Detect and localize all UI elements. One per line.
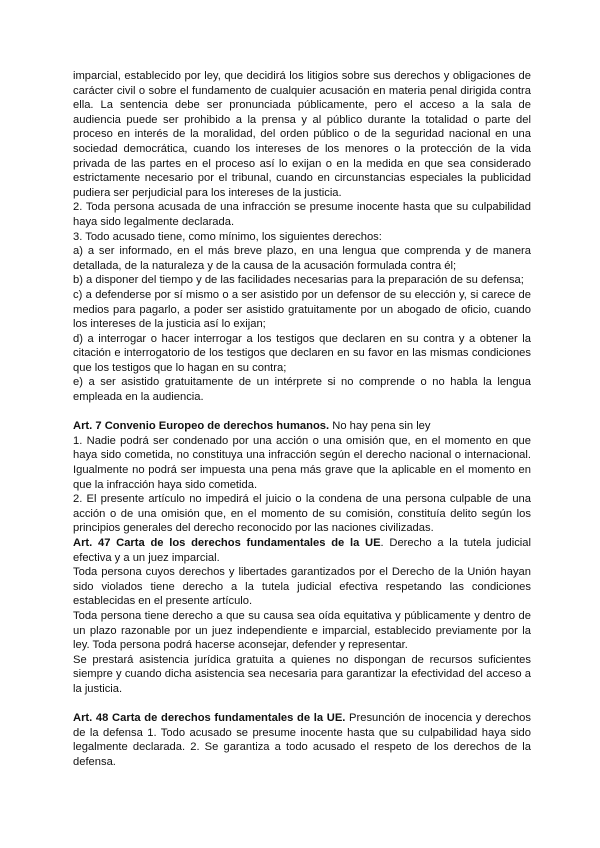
- article-48-paragraph: [73, 711, 531, 769]
- article-7-subtitle: No hay pena sin ley: [329, 420, 431, 433]
- article-47-paragraph-2: Toda persona tiene derecho a que su causa sea oída equitativa y públicamente y dentro de un plazo razonable por un juez independiente e imparcial, establecido previamente por la ley. Toda persona podrá hacerse aconsejar, defender y representar.: [73, 609, 531, 652]
- article-47-subtitle: . Derecho a la tutela judicial efectiva y a un juez imparcial.: [73, 537, 531, 564]
- article-7: [73, 419, 531, 536]
- paragraph-fair-trial: imparcial, establecido por ley, que decidirá los litigios sobre sus derechos y obligaciones de carácter civil o sobre el fundamento de cualquier acusación en materia penal dirigida contra ella. La sentencia debe ser pronunciada públicamente, pero el acceso a la sala de audiencia puede ser prohibido a la prensa y al público durante la totalidad o parte del proceso en interés de la moralidad, del orden público o de la seguridad nacional en una sociedad democrática, cuando los intereses de los menores o la protección de la vida privada de las partes en el proceso así lo exijan o en la medida en que sea considerado estrictamente necesario por el tribunal, cuando en circunstancias especiales la publicidad pudiera ser perjudicial para los intereses de la justicia.: [73, 70, 531, 199]
- article-47-heading: Art. 47 Carta de los derechos fundamentales de la UE: [73, 537, 381, 549]
- article-48-body: Presunción de inocencia y derechos de la defensa 1. Todo acusado se presume inocente hasta que su culpabilidad haya sido legalmente declarada. 2. Se garantiza a todo acusado el respeto de los derechos de la defensa.: [73, 712, 531, 768]
- list-item-b: b) a disponer del tiempo y de las facilidades necesarias para la preparación de su defensa;: [73, 274, 524, 287]
- list-item-a: a) a ser informado, en el más breve plazo, en una lengua que comprenda y de manera detallada, de la naturaleza y de la causa de la acusación formulada contra él;: [73, 245, 531, 272]
- paragraph-presumption: 2. Toda persona acusada de una infracción se presume inocente hasta que su culpabilidad haya sido legalmente declarada.: [73, 201, 531, 228]
- spacer: [73, 697, 531, 712]
- article-47: [73, 536, 531, 697]
- article-47-paragraph-1: Toda persona cuyos derechos y libertades garantizados por el Derecho de la Unión hayan sido violados tiene derecho a la tutela judicial efectiva respetando las condiciones establecidas en el presente artículo.: [73, 566, 531, 608]
- article-7-paragraph-1: 1. Nadie podrá ser condenado por una acción o una omisión que, en el momento en que haya sido cometida, no constituya una infracción según el derecho nacional o internacional. Igualmente no podrá ser impuesta una pena más grave que la aplicable en el momento en que la infracción haya sido cometida.: [73, 434, 531, 491]
- list-item-c: c) a defenderse por sí mismo o a ser asistido por un defensor de su elección y, si carece de medios para pagarlo, a poder ser asistido gratuitamente por un abogado de oficio, cuando los intereses de la justicia así lo exijan;: [73, 288, 531, 331]
- list-item-d: d) a interrogar o hacer interrogar a los testigos que declaren en su contra y a obtener la citación e interrogatorio de los testigos que declaren en su favor en las mismas condiciones que los testigos que lo hagan en su contra;: [73, 332, 531, 374]
- article-47-paragraph-3: Se prestará asistencia jurídica gratuita a quienes no dispongan de recursos suficientes siempre y cuando dicha asistencia sea necesaria para garantizar la efectividad del acceso a la justicia.: [73, 653, 531, 695]
- article-48-heading: Art. 48 Carta de derechos fundamentales de la UE.: [73, 712, 346, 725]
- list-item-e: e) a ser asistido gratuitamente de un intérprete si no comprende o no habla la lengua empleada en la audiencia.: [73, 376, 531, 404]
- article-48: [73, 711, 531, 769]
- paragraph-minimum-rights: 3. Todo acusado tiene, como mínimo, los siguientes derechos:: [73, 230, 382, 243]
- article-6-continuation: [73, 69, 531, 405]
- article-7-heading: Art. 7 Convenio Europeo de derechos humanos.: [73, 420, 330, 433]
- article-7-paragraph-2: 2. El presente artículo no impedirá el juicio o la condena de una persona culpable de una acción o de una omisión que, en el momento de su comisión, constituía delito según los principios generales del derecho reconocido por las naciones civilizadas.: [73, 493, 531, 535]
- spacer: [73, 405, 531, 420]
- article-47-title: [73, 536, 531, 565]
- article-7-title: [73, 419, 531, 434]
